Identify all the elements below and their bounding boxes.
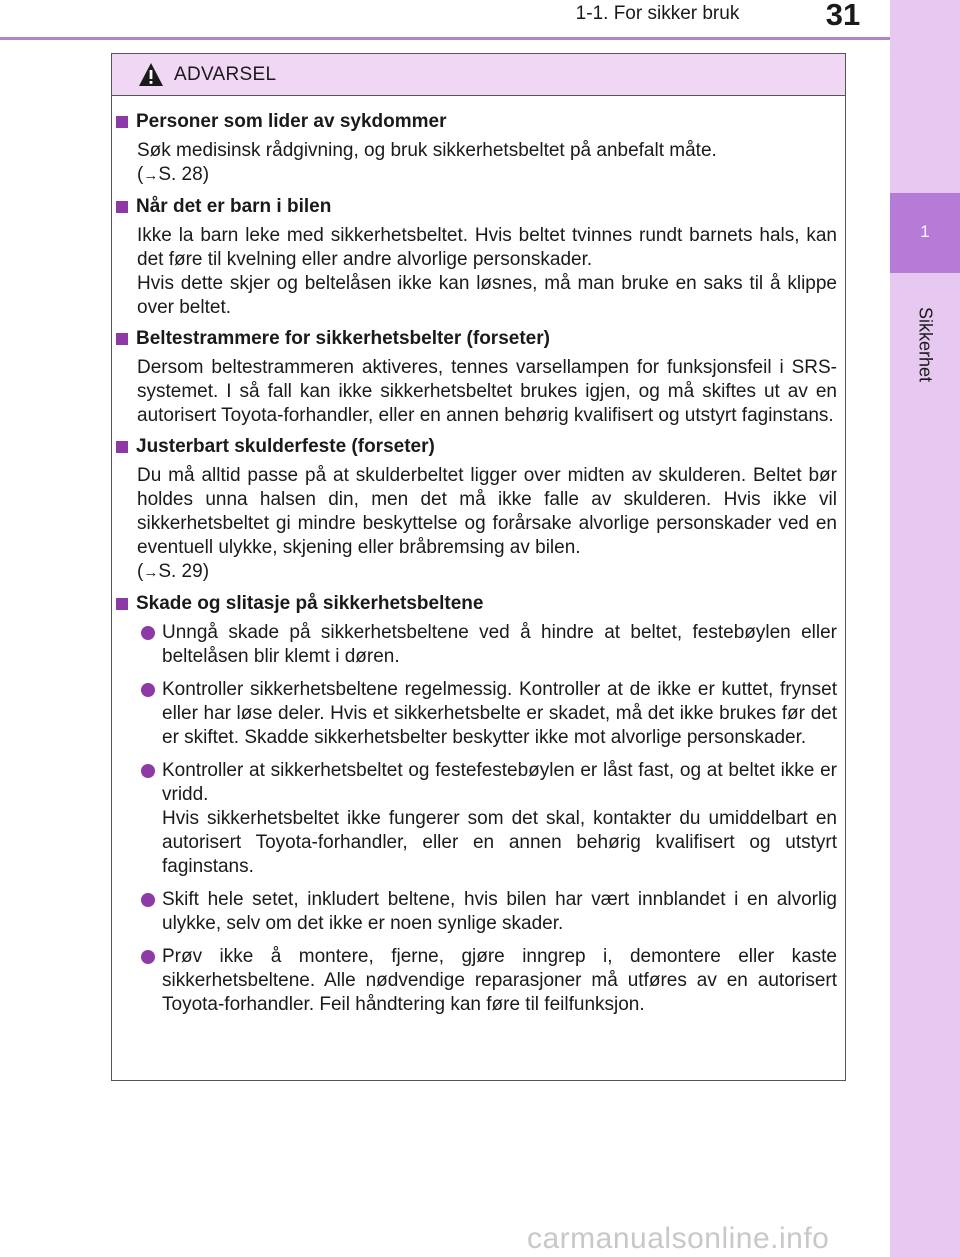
warning-box [111,53,846,1081]
section-illness [116,110,837,188]
section-text: Dersom beltestrammeren aktiveres, tennes varsellampen for funksjonsfeil i SRS-systemet. I så fall kan ikke sikkerhetsbeltet brukes igjen, og må skiftes ut av en autorisert Toyota-forhandler, eller en annen behørig kvalifisert og utstyrt faginstans. [137,357,837,426]
square-bullet-icon [116,598,128,610]
chapter-title: Sikkerhet [915,307,936,383]
section-heading: Når det er barn i bilen [116,195,837,219]
list-item: Unngå skade på sikkerhetsbeltene ved å hindre at beltet, festebøylen eller beltelåsen blir klemt i døren. [116,621,837,669]
chapter-number: 1 [920,222,930,241]
round-bullet-icon [141,764,155,778]
chapter-title-wrapper [890,290,960,400]
page-reference: (→S. 28) [137,164,210,185]
warning-content [112,96,845,1017]
section-heading: Beltestrammere for sikkerhetsbelter (forseter) [116,327,837,351]
section-children [116,195,837,320]
warning-title: ADVARSEL [174,63,277,85]
round-bullet-icon [141,683,155,697]
section-text: Ikke la barn leke med sikkerhetsbeltet. Hvis beltet tvinnes rundt barnets hals, kan det føre til kvelning eller andre alvorlige personskader. [137,225,837,270]
warning-header [112,54,845,96]
section-text: Søk medisinsk rådgivning, og bruk sikkerhetsbeltet på anbefalt måte. (→S. 28) [116,139,837,188]
square-bullet-icon [116,441,128,453]
list-item: Kontroller sikkerhetsbeltene regelmessig. Kontroller at de ikke er kuttet, frynset eller har løse deler. Hvis et sikkerhetsbelte er skadet, må det ikke brukes før det er skiftet. Skadde sikkerhetsbelter beskytter ikke mot alvorlige personskader. [116,678,837,750]
arrow-right-icon: → [143,167,159,184]
round-bullet-icon [141,893,155,907]
square-bullet-icon [116,116,128,128]
section-text: Du må alltid passe på at skulderbeltet ligger over midten av skulderen. Beltet bør holdes unna halsen din, men det må ikke falle av skulderen. Hvis ikke vil sikkerhetsbeltet gi mindre beskyttelse og forårsake alvorlige personskader ved en eventuell ulykke, skjening eller bråbremsing av bilen. (→S. 29) [116,464,837,585]
header-rule [0,37,890,40]
warning-triangle-icon [138,62,164,88]
square-bullet-icon [116,201,128,213]
watermark: carmanualsonline.info [527,1222,830,1255]
round-bullet-icon [141,626,155,640]
section-pretensioners [116,327,837,428]
round-bullet-icon [141,950,155,964]
section-damage [116,592,837,1017]
list-item: Prøv ikke å montere, fjerne, gjøre inngrep i, demontere eller kaste sikkerhetsbeltene. Alle nødvendige reparasjoner må utføres av en autorisert Toyota-forhandler. Feil håndtering kan føre til feilfunksjon. [116,945,837,1017]
section-shoulder-anchor [116,435,837,585]
section-title: 1-1. For sikker bruk [575,3,740,24]
arrow-right-icon: → [143,564,159,581]
list-item: Skift hele setet, inkludert beltene, hvis bilen har vært innblandet i en alvorlig ulykke, selv om det ikke er noen synlige skader. [116,888,837,936]
square-bullet-icon [116,333,128,345]
page-reference: (→S. 29) [137,561,210,582]
section-heading: Skade og slitasje på sikkerhetsbeltene [116,592,837,616]
page-number: 31 [825,0,861,32]
section-heading: Justerbart skulderfeste (forseter) [116,435,837,459]
section-heading: Personer som lider av sykdommer [116,110,837,134]
chapter-side-tab [890,0,960,1257]
list-item: Kontroller at sikkerhetsbeltet og festefestebøylen er låst fast, og at beltet ikke er vridd. Hvis sikkerhetsbeltet ikke fungerer som det skal, kontakter du umiddelbart en autorisert Toyota-forhandler, eller en annen behørig kvalifisert og utstyrt faginstans. [116,759,837,879]
section-text: Hvis dette skjer og beltelåsen ikke kan løsnes, må man bruke en saks til å klippe over beltet. [137,273,837,318]
